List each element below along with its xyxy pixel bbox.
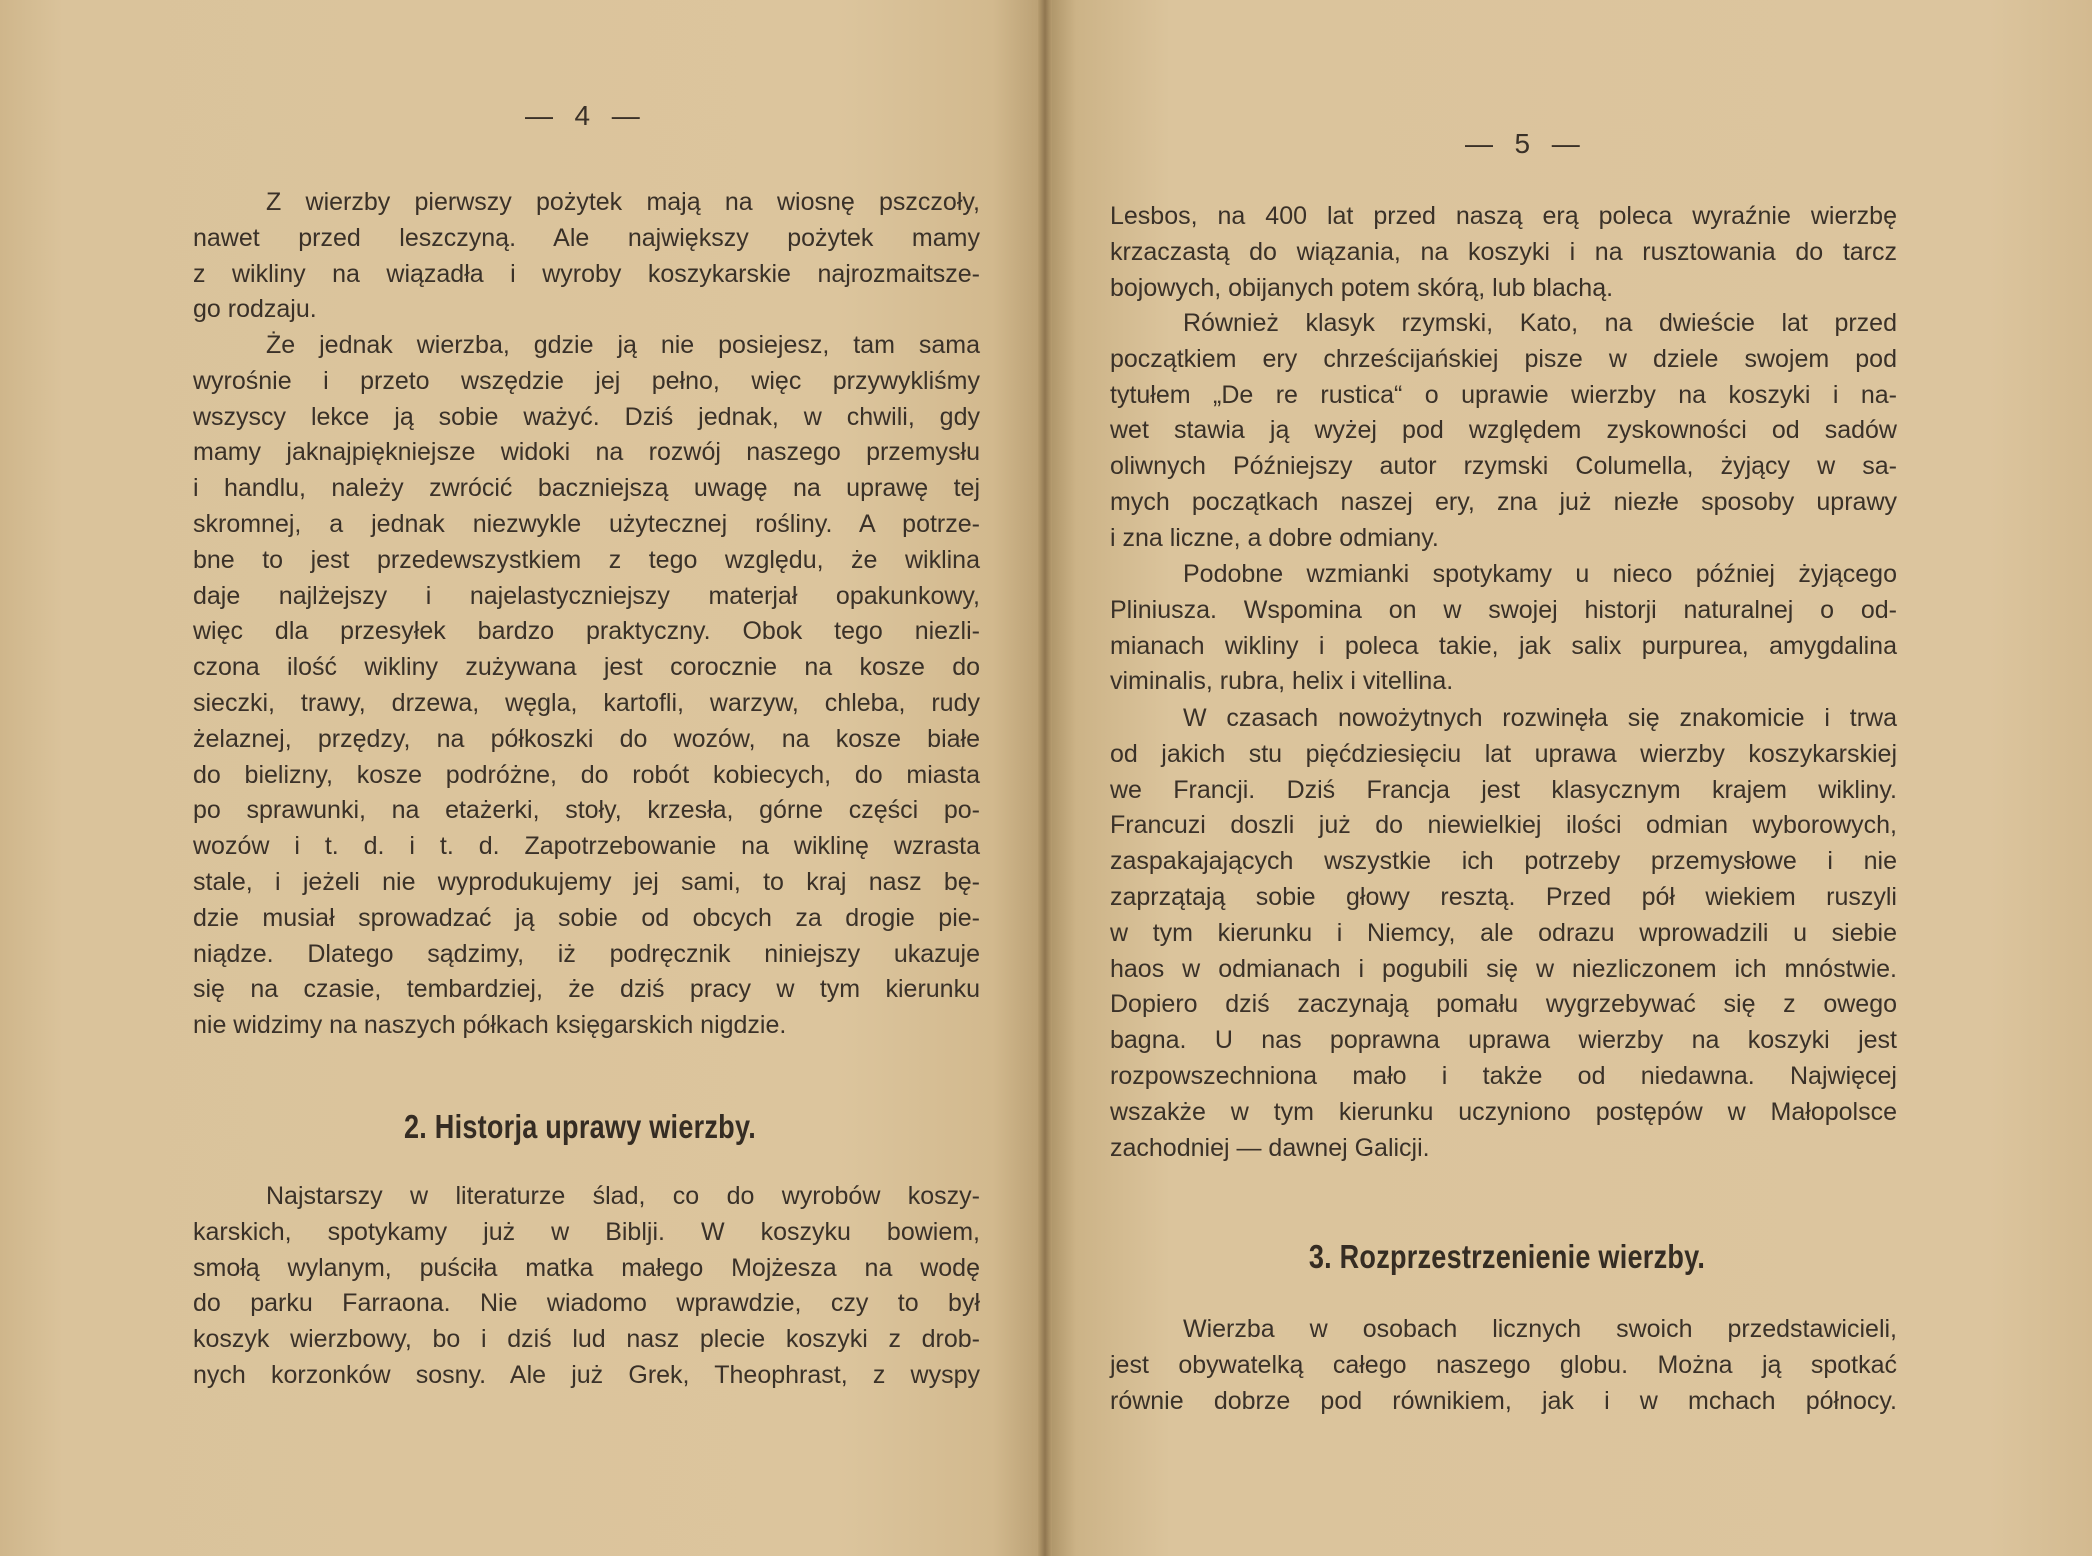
text-line: wet stawia ją wyżej pod względem zyskowności od sadów xyxy=(1110,416,1897,445)
paragraph xyxy=(193,1179,980,1394)
text-line: się na czasie, tembardziej, że dziś pracy w tym kierunku xyxy=(193,975,980,1004)
text-line: i handlu, należy zwrócić baczniejszą uwagę na uprawę tej xyxy=(193,474,980,503)
text-line: viminalis, rubra, helix i vitellina. xyxy=(1110,667,1454,696)
text-line: bne to jest przedewszystkiem z tego względu, że wiklina xyxy=(193,545,980,574)
text-line: oliwnych Późniejszy autor rzymski Columella, żyjący w sa- xyxy=(1110,452,1897,481)
text-line: z wikliny na wiązadła i wyroby koszykarskie najrozmaitsze- xyxy=(193,259,980,288)
text-line: zaspakajających wszystkie ich potrzeby przemysłowe i nie xyxy=(1110,847,1897,876)
text-line: wszyscy lekce ją sobie ważyć. Dziś jednak, w chwili, gdy xyxy=(193,402,980,431)
text-line: zaprzątają sobie głowy resztą. Przed pół wiekiem ruszyli xyxy=(1110,882,1897,911)
text-line: równie dobrze pod równikiem, jak i w mchach północy. xyxy=(1110,1386,1897,1415)
book-gutter xyxy=(1038,0,1052,1556)
text-line: koszyk wierzbowy, bo i dziś lud nasz plecie koszyki z drob- xyxy=(193,1325,980,1354)
section-heading: 3. Rozprzestrzenienie wierzby. xyxy=(1308,1238,1706,1275)
text-line: sieczki, trawy, drzewa, węgla, kartofli, warzyw, chleba, rudy xyxy=(193,688,980,717)
section-heading: 2. Historja uprawy wierzby. xyxy=(403,1108,757,1145)
text-line: karskich, spotykamy już w Biblji. W koszyku bowiem, xyxy=(193,1217,980,1246)
text-line: niądze. Dlatego sądzimy, iż podręcznik niniejszy ukazuje xyxy=(193,939,980,968)
paragraph xyxy=(1110,1312,1897,1419)
text-line: Najstarszy w literaturze ślad, co do wyrobów koszy- xyxy=(266,1182,980,1210)
text-line: nawet przed leszczyną. Ale największy pożytek mamy xyxy=(193,223,980,252)
paragraph xyxy=(193,328,980,1044)
text-line: początkiem ery chrześcijańskiej pisze w dziele swojem pod xyxy=(1110,344,1897,373)
text-line: wyrośnie i przeto wszędzie jej pełno, więc przywykliśmy xyxy=(193,366,980,395)
paragraph xyxy=(1110,701,1897,1166)
text-line: mianach wikliny i poleca takie, jak salix purpurea, amygdalina xyxy=(1110,631,1897,660)
text-line: w tym kierunku i Niemcy, ale odrazu wprowadzili u siebie xyxy=(1110,918,1897,947)
text-line: do parku Farraona. Nie wiadomo wprawdzie, czy to był xyxy=(193,1289,980,1318)
page-number: — 5 — xyxy=(1465,128,1582,159)
text-line: jest obywatelką całego naszego globu. Można ją spotkać xyxy=(1110,1350,1897,1379)
text-line: mamy jaknajpiękniejsze widoki na rozwój naszego przemysłu xyxy=(193,438,980,467)
text-line: nie widzimy na naszych półkach księgarskich nigdzie. xyxy=(193,1011,787,1040)
text-line: więc dla przesyłek bardzo praktyczny. Obok tego niezli- xyxy=(193,617,980,646)
text-line: żelaznej, przędzy, na półkoszki do wozów, na kosze białe xyxy=(193,724,980,753)
text-line: Że jednak wierzba, gdzie ją nie posiejesz, tam sama xyxy=(266,331,980,359)
text-line: wozów i t. d. i t. d. Zapotrzebowanie na wiklinę wzrasta xyxy=(193,832,980,861)
text-line: rozpowszechniona mało i także od niedawna. Najwięcej xyxy=(1110,1061,1897,1090)
text-line: Francuzi doszli już do niewielkiej ilości odmian wyborowych, xyxy=(1110,811,1897,840)
text-line: mych początkach naszej ery, zna już niezłe sposoby uprawy xyxy=(1110,487,1897,516)
text-line: od jakich stu pięćdziesięciu lat uprawa wierzby koszykarskiej xyxy=(1110,739,1897,768)
text-line: W czasach nowożytnych rozwinęła się znakomicie i trwa xyxy=(1183,704,1897,732)
text-line: haos w odmianach i pogubili się w niezliczonem ich mnóstwie. xyxy=(1110,954,1897,983)
text-line: Również klasyk rzymski, Kato, na dwieście lat przed xyxy=(1183,309,1897,337)
text-line: wszakże w tym kierunku uczyniono postępów w Małopolsce xyxy=(1110,1097,1897,1126)
text-line: Wierzba w osobach licznych swoich przedstawicieli, xyxy=(1183,1315,1897,1343)
paragraph xyxy=(1110,306,1897,557)
text-line: nych korzonków sosny. Ale już Grek, Theophrast, z wyspy xyxy=(193,1360,980,1389)
text-line: dzie musiał sprowadzać ją sobie od obcych za drogie pie- xyxy=(193,903,980,932)
text-line: bagna. U nas poprawna uprawa wierzby na koszyki jest xyxy=(1110,1026,1897,1055)
paragraph xyxy=(1110,199,1897,306)
text-line: smołą wylanym, puściła matka małego Mojżesza na wodę xyxy=(193,1253,980,1282)
right-page xyxy=(1045,0,2092,1556)
text-line: Pliniusza. Wspomina on w swojej historji naturalnej o od- xyxy=(1110,595,1897,624)
text-line: do bielizny, kosze podróżne, do robót kobiecych, do miasta xyxy=(193,760,980,789)
text-line: po sprawunki, na etażerki, stoły, krzesła, górne części po- xyxy=(193,796,980,825)
page-number: — 4 — xyxy=(525,100,642,131)
text-line: krzaczastą do wiązania, na koszyki i na rusztowania do tarcz xyxy=(1110,237,1897,266)
text-line: zachodniej — dawnej Galicji. xyxy=(1110,1133,1430,1162)
text-line: go rodzaju. xyxy=(193,295,317,324)
paragraph xyxy=(193,185,980,328)
paragraph xyxy=(1110,557,1897,700)
text-line: Podobne wzmianki spotykamy u nieco później żyjącego xyxy=(1183,560,1897,588)
text-line: i zna liczne, a dobre odmiany. xyxy=(1110,523,1439,552)
text-line: czona ilość wikliny zużywana jest corocznie na kosze do xyxy=(193,653,980,682)
text-line: daje najlżejszy i najelastyczniejszy materjał opakunkowy, xyxy=(193,581,980,610)
text-line: we Francji. Dziś Francja jest klasycznym krajem wikliny. xyxy=(1110,775,1897,804)
text-line: bojowych, obijanych potem skórą, lub blachą. xyxy=(1110,273,1614,302)
text-line: Z wierzby pierwszy pożytek mają na wiosnę pszczoły, xyxy=(266,188,980,216)
left-page xyxy=(0,0,1045,1556)
text-line: stale, i jeżeli nie wyprodukujemy jej sami, to kraj nasz bę- xyxy=(193,867,980,896)
text-line: tytułem „De re rustica“ o uprawie wierzby na koszyki i na- xyxy=(1110,380,1897,409)
text-line: Dopiero dziś zaczynają pomału wygrzebywać się z owego xyxy=(1110,990,1897,1019)
text-line: Lesbos, na 400 lat przed naszą erą poleca wyraźnie wierzbę xyxy=(1110,202,1897,230)
text-line: skromnej, a jednak niezwykle użytecznej rośliny. A potrze- xyxy=(193,509,980,538)
